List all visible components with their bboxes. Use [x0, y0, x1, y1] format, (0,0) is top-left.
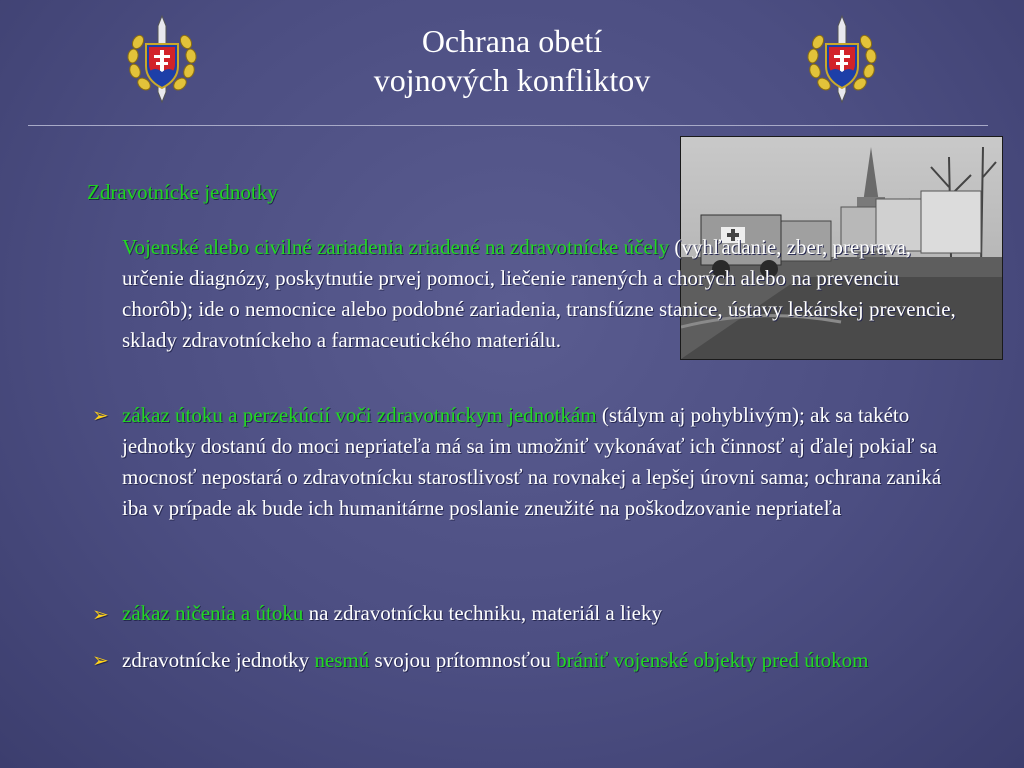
arrow-bullet-icon: ➢	[92, 650, 109, 672]
bullet-highlight: zákaz útoku a perzekúcií voči zdravotníckym jednotkám	[122, 403, 597, 427]
bullet-highlight: nesmú	[314, 648, 370, 672]
title-line-2: vojnových konfliktov	[373, 62, 651, 98]
bullet-text: (stálym aj pohyblivým); ak sa takéto jednotky dostanú do moci nepriateľa má sa im umožniť vykonávať ich činnosť aj ďalej pokiaľ sa mocnosť nepostará o zdravotnícku starostlivosť na rovnakej a lepšej úrovni sama; ochrana zaniká iba v prípade ak bude ich humanitárne poslanie zneužité na poškodzovanie nepriateľa	[122, 403, 942, 520]
definition-text: (vyhľadanie, zber, preprava, určenie diagnózy, poskytnutie prvej pomoci, liečenie ranených a chorých alebo na prevenciu chorôb); ide o nemocnice alebo podobné zariadenia, transfúzne stanice, ústavy lekárskej prevencie, sklady zdravotníckeho a farmaceutického materiálu.	[122, 235, 956, 352]
title-divider	[28, 125, 988, 126]
list-item	[122, 645, 962, 676]
page-title	[0, 22, 1024, 100]
definition-highlight: Vojenské alebo civilné zariadenia zriadené na zdravotnícke účely	[122, 235, 670, 259]
list-item	[122, 400, 962, 524]
bullet-text: na zdravotnícku techniku, materiál a lieky	[303, 601, 662, 625]
bullet-text: zdravotnícke jednotky	[122, 648, 315, 672]
list-item	[122, 598, 962, 629]
arrow-bullet-icon: ➢	[92, 604, 109, 626]
arrow-bullet-icon: ➢	[92, 405, 109, 427]
bullet-text: svojou prítomnosťou	[369, 648, 557, 672]
bullet-highlight: zákaz ničenia a útoku	[122, 601, 304, 625]
title-line-1: Ochrana obetí	[421, 23, 603, 59]
bullet-highlight: brániť vojenské objekty pred útokom	[556, 648, 869, 672]
definition-paragraph	[122, 232, 962, 356]
section-title: Zdravotnícke jednotky	[87, 180, 278, 204]
